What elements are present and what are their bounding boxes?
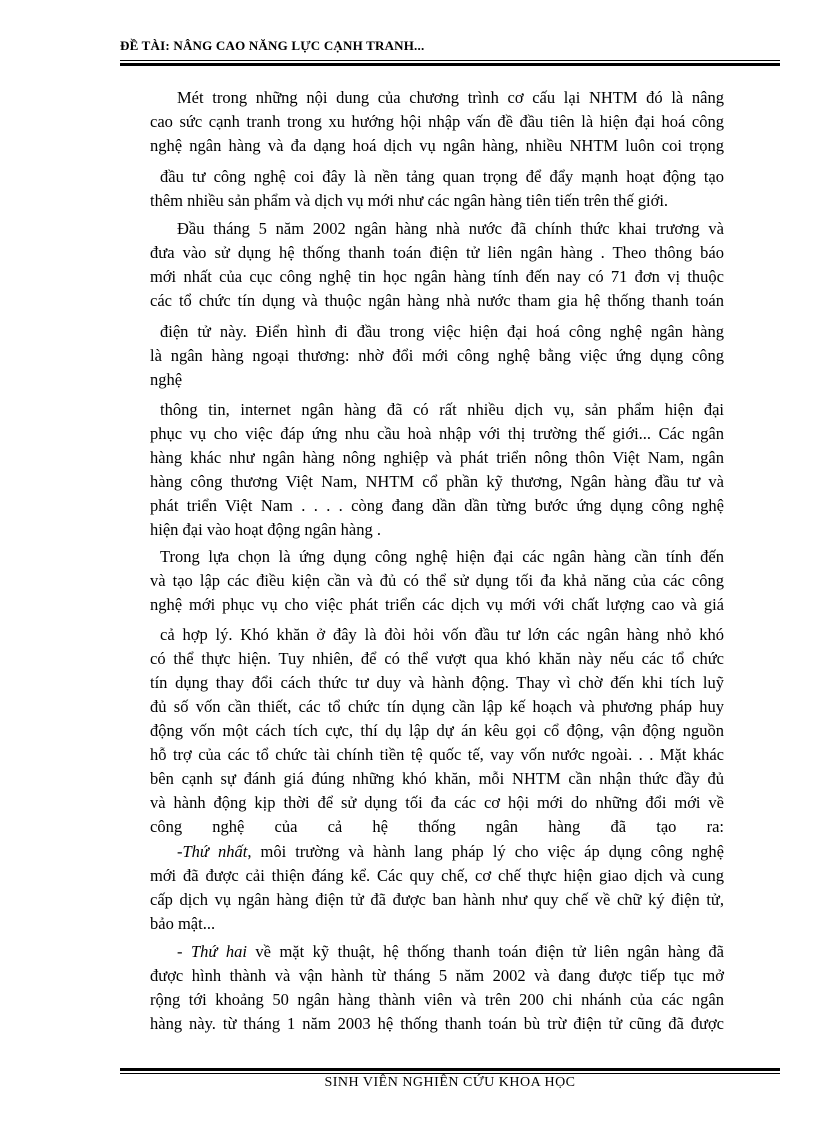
text-line <box>177 842 724 862</box>
footer-rule-thick <box>120 1068 780 1071</box>
text-line: và tạo lập các điều kiện cần và đủ có thể sử dụng tối đa khả năng của các công <box>150 571 724 590</box>
header-rule-thin <box>120 60 780 61</box>
text-line: là ngân hàng ngoại thương: nhờ đổi mới công nghệ bằng việc ứng dụng công <box>150 346 724 365</box>
text-run: về mặt kỹ thuật, hệ thống thanh toán điện tử liên ngân hàng đã <box>246 942 724 961</box>
text-line: nghệ mới phục vụ cho việc phát triển các dịch vụ mới với chất lượng cao và giá <box>150 595 724 614</box>
list-dash: - <box>177 842 183 861</box>
text-line: đưa vào sử dụng hệ thống thanh toán điện tử liên ngân hàng . Theo thông báo <box>150 243 724 262</box>
text-line: hàng công thương Việt Nam, NHTM cổ phần kỹ thương, Ngân hàng đầu tư và <box>150 472 724 491</box>
text-line: công nghệ của cả hệ thống ngân hàng đã tạo ra: <box>150 817 724 836</box>
text-line: thông tin, internet ngân hàng đã có rất nhiều dịch vụ, sản phẩm hiện đại <box>160 400 724 419</box>
text-line: Đầu tháng 5 năm 2002 ngân hàng nhà nước đã chính thức khai trương và <box>177 219 724 238</box>
text-line: mới nhất của cục công nghệ tin học ngân hàng tính đến nay có 71 đơn vị thuộc <box>150 267 724 286</box>
text-line: đầu tư công nghệ coi đây là nền tảng quan trọng để đẩy mạnh hoạt động tạo <box>160 167 724 186</box>
text-line: động vốn một cách tích cực, thí dụ lập dự án kêu gọi cổ động, vận động nguồn <box>150 721 724 740</box>
footer-label: SINH VIÊN NGHIÊN CỨU KHOA HỌC <box>324 1075 576 1090</box>
text-line: cao sức cạnh tranh trong xu hướng hội nhập vấn đề đầu tiên là hiện đại hoá công <box>150 112 724 131</box>
emphasis-text: Thứ nhất <box>182 842 248 861</box>
text-line: cả hợp lý. Khó khăn ở đây là đòi hỏi vốn đầu tư lớn các ngân hàng nhỏ khó <box>160 625 724 644</box>
text-line: có thể thực hiện. Tuy nhiên, để có thể vượt qua khó khăn này nếu các tổ chức <box>150 649 724 668</box>
text-line: được hình thành và vận hành từ tháng 5 năm 2002 và đang được tiếp tục mở <box>150 966 724 985</box>
text-line: hàng này. từ tháng 1 năm 2003 hệ thống thanh toán bù trừ điện tử cũng đã được <box>150 1014 724 1033</box>
text-line: rộng tới khoảng 50 ngân hàng thành viên và trên 200 chi nhánh của các ngân <box>150 990 724 1009</box>
emphasis-text: Thứ hai <box>190 942 247 961</box>
text-run: , môi trường và hành lang pháp lý cho việc áp dụng công nghệ <box>247 842 724 861</box>
text-line: phát triển Việt Nam . . . . còng đang dần dần từng bước ứng dụng công nghệ <box>150 496 724 515</box>
text-line: các tổ chức tín dụng và thuộc ngân hàng nhà nước tham gia hệ thống thanh toán <box>150 291 724 310</box>
text-line: Mét trong những nội dung của chương trình cơ cấu lại NHTM đó là nâng <box>177 88 724 107</box>
text-line <box>177 942 724 962</box>
page-title: ĐỀ TÀI: NÂNG CAO NĂNG LỰC CẠNH TRANH... <box>120 38 425 53</box>
text-line: bên cạnh sự đánh giá đúng những khó khăn, mỗi NHTM cần nhận thức đầy đủ <box>150 769 724 788</box>
text-line: hàng khác như ngân hàng nông nghiệp và phát triển nông thôn Việt Nam, ngân <box>150 448 724 467</box>
text-line: phục vụ cho việc đáp ứng nhu cầu hoà nhập với thị trường thế giới... Các ngân <box>150 424 724 443</box>
text-line: hỗ trợ của các tổ chức tài chính tiền tệ quốc tế, vay vốn nước ngoài. . . Mặt khác <box>150 745 724 764</box>
text-line: bảo mật... <box>150 914 216 933</box>
text-line: nghệ <box>150 370 183 389</box>
text-line: Trong lựa chọn là ứng dụng công nghệ hiện đại các ngân hàng cần tính đến <box>160 547 724 566</box>
header-rule-thick <box>120 63 780 66</box>
text-line: đủ số vốn cần thiết, các tổ chức tín dụng cần lập kế hoạch và phương pháp huy <box>150 697 724 716</box>
text-line: tín dụng thay đổi cách thức tư duy và hành động. Thay vì chờ đến khi tích luỹ <box>150 673 724 692</box>
text-line: thêm nhiều sản phẩm và dịch vụ mới như các ngân hàng tiên tiến trên thế giới. <box>150 191 669 210</box>
text-line: điện tử này. Điển hình đi đầu trong việc hiện đại hoá công nghệ ngân hàng <box>160 322 724 341</box>
text-line: cấp dịch vụ ngân hàng điện tử đã được ban hành như quy chế về chữ ký điện tử, <box>150 890 724 909</box>
list-dash: - <box>177 942 191 961</box>
text-line: và hành động kịp thời để sử dụng tối đa các cơ hội mới do những đổi mới về <box>150 793 724 812</box>
text-line: mới đã được cải thiện đáng kể. Các quy chế, cơ chế thực hiện giao dịch và cung <box>150 866 724 885</box>
text-line: hiện đại vào hoạt động ngân hàng . <box>150 520 381 539</box>
text-line: nghệ ngân hàng và đa dạng hoá dịch vụ ngân hàng, nhiều NHTM luôn coi trọng <box>150 136 724 155</box>
footer-rule-thin <box>120 1073 780 1074</box>
